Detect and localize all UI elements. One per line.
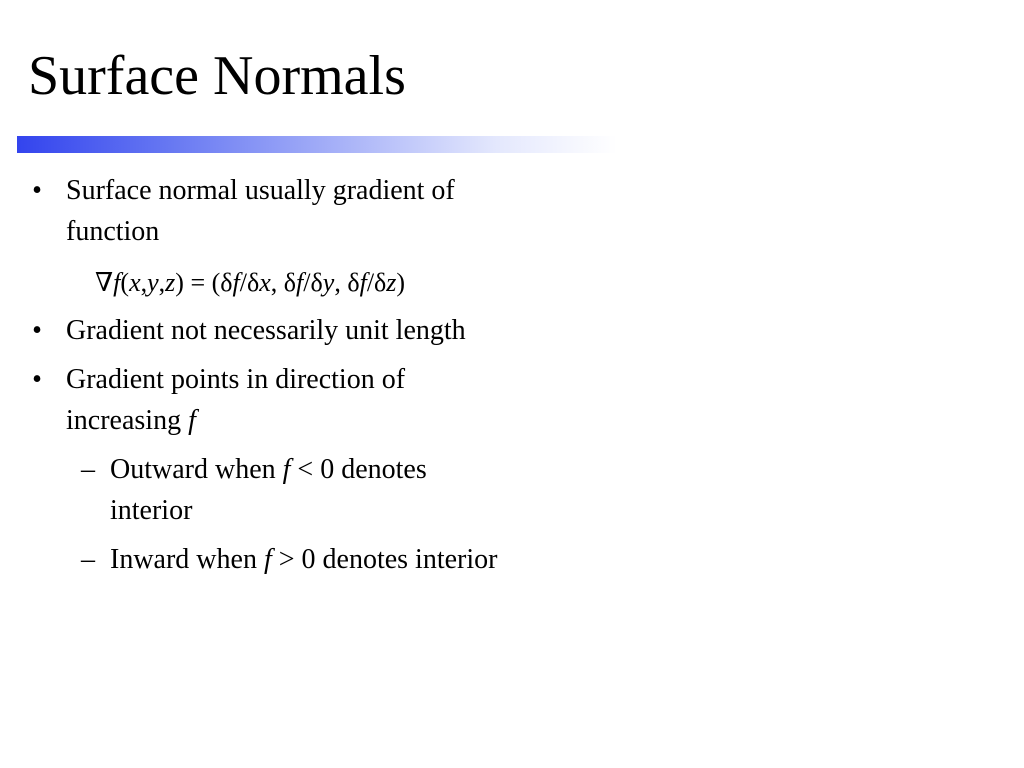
formula-symbol: , δ — [270, 268, 297, 297]
formula-symbol: , — [140, 268, 148, 297]
dash-icon: – — [81, 544, 95, 575]
bullet-text-var: f — [263, 544, 272, 575]
title-underline-bar — [17, 136, 617, 153]
formula-symbol: x — [259, 268, 271, 297]
sub-bullet-text-line — [110, 539, 497, 580]
formula-symbol: /δ — [239, 268, 260, 297]
bullet-text-line: Gradient points in direction of — [66, 364, 406, 395]
formula-symbol: ) = (δ — [175, 268, 233, 297]
formula-symbol: f — [296, 268, 304, 297]
bullet-icon: • — [32, 315, 42, 346]
bullet-text-line: Surface normal usually gradient of — [66, 175, 455, 206]
formula-symbol: y — [147, 268, 159, 297]
bullet-text-var: f — [188, 405, 196, 436]
formula-symbol: ) — [396, 268, 406, 297]
formula-symbol: y — [322, 268, 335, 297]
sub-bullet-text-line — [110, 449, 427, 490]
formula-symbol: /δ — [366, 268, 387, 297]
formula-symbol: z — [386, 268, 397, 297]
bullet-text-part: Inward when — [110, 544, 264, 575]
slide-title: Surface Normals — [28, 45, 406, 107]
bullet-text-part: increasing — [66, 405, 189, 436]
formula-symbol: x — [129, 268, 141, 297]
gradient-formula — [95, 262, 405, 303]
bullet-icon: • — [32, 175, 42, 206]
bullet-text-part: > 0 denotes interior — [271, 544, 498, 575]
bullet-text-part: < 0 denotes — [290, 454, 427, 485]
formula-symbol: ( — [120, 268, 130, 297]
formula-symbol: f — [359, 268, 367, 297]
bullet-text-line: function — [66, 216, 160, 247]
bullet-text-line — [66, 400, 196, 441]
bullet-text-var: f — [282, 454, 291, 485]
formula-nabla: ∇ — [95, 268, 114, 297]
dash-icon: – — [81, 454, 95, 485]
formula-symbol: , δ — [334, 268, 360, 297]
formula-symbol: f — [232, 268, 240, 297]
sub-bullet-text-line: interior — [110, 495, 193, 526]
formula-symbol: , — [158, 268, 166, 297]
bullet-text-line: Gradient not necessarily unit length — [66, 315, 466, 346]
bullet-text-part: Outward when — [110, 454, 283, 485]
bullet-icon: • — [32, 364, 42, 395]
formula-symbol: /δ — [303, 268, 323, 297]
formula-symbol: f — [113, 268, 121, 297]
formula-symbol: z — [165, 268, 176, 297]
